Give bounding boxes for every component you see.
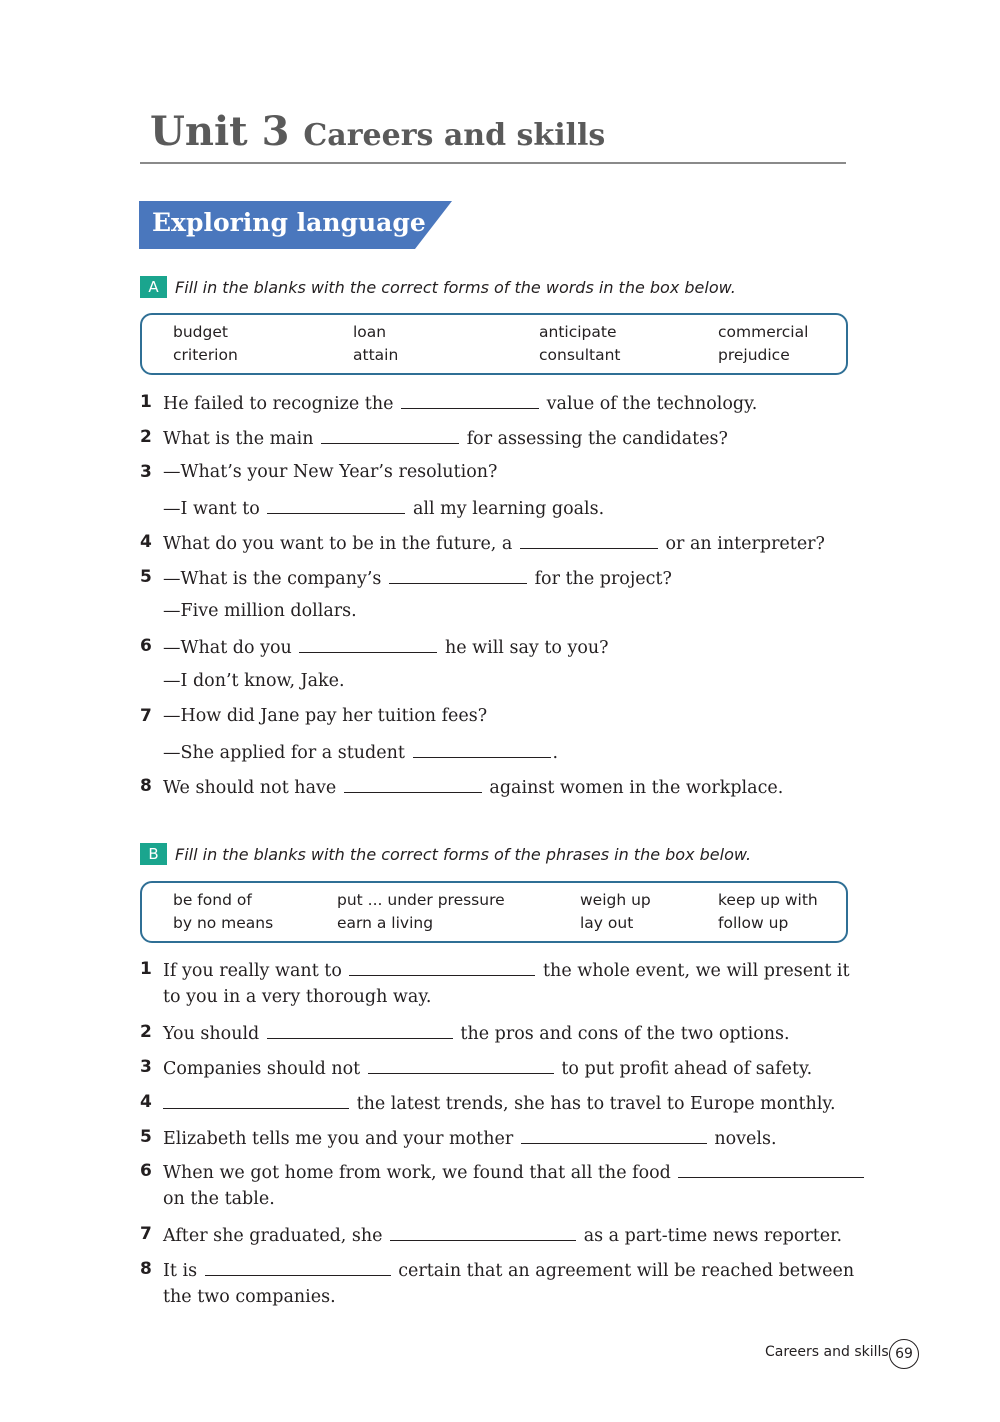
phrase: earn a living xyxy=(337,914,434,932)
answer-blank[interactable] xyxy=(267,1018,453,1039)
answer-blank[interactable] xyxy=(267,493,405,514)
answer-blank[interactable] xyxy=(520,528,658,549)
item-text: We should not have xyxy=(163,778,337,798)
exercise-a-instruction xyxy=(140,276,736,298)
item-text: . xyxy=(552,743,559,763)
phrase: follow up xyxy=(718,914,789,932)
section-title: Exploring language xyxy=(152,208,426,237)
item-text: —What is the company’s xyxy=(163,569,382,589)
item-number: 6 xyxy=(140,1161,152,1181)
item-text: on the table. xyxy=(163,1189,275,1209)
exercise-a-instruction-text: Fill in the blanks with the correct forms of the words in the box below. xyxy=(175,277,736,297)
item-text: to put profit ahead of safety. xyxy=(561,1059,813,1079)
phrase: weigh up xyxy=(580,891,651,909)
answer-blank[interactable] xyxy=(344,772,482,793)
word: budget xyxy=(173,323,228,341)
answer-blank[interactable] xyxy=(390,1220,576,1241)
answer-blank[interactable] xyxy=(401,388,539,409)
item-text: —What’s your New Year’s resolution? xyxy=(163,462,498,482)
phrase: keep up with xyxy=(718,891,818,909)
item-text: What is the main xyxy=(163,429,314,449)
item-text: the whole event, we will present it xyxy=(543,961,850,981)
word: consultant xyxy=(539,346,621,364)
phrase-box-b xyxy=(140,881,848,943)
item-number: 8 xyxy=(140,1259,152,1279)
item-text: he will say to you? xyxy=(444,638,609,658)
unit-name: Careers and skills xyxy=(303,118,606,153)
item-text: If you really want to xyxy=(163,961,342,981)
answer-blank[interactable] xyxy=(368,1053,554,1074)
item-number: 4 xyxy=(140,1092,152,1112)
item-text: certain that an agreement will be reached between xyxy=(398,1261,855,1281)
item-number: 7 xyxy=(140,1224,152,1244)
item-text: the pros and cons of the two options. xyxy=(460,1024,790,1044)
item-text: or an interpreter? xyxy=(665,534,825,554)
item-text: You should xyxy=(163,1024,260,1044)
phrase: put ... under pressure xyxy=(337,891,505,909)
word: commercial xyxy=(718,323,809,341)
answer-blank[interactable] xyxy=(349,955,535,976)
unit-number: Unit 3 xyxy=(150,108,290,155)
item-text: —How did Jane pay her tuition fees? xyxy=(163,706,488,726)
answer-blank[interactable] xyxy=(521,1123,707,1144)
item-text: Elizabeth tells me you and your mother xyxy=(163,1129,514,1149)
item-number: 1 xyxy=(140,959,152,979)
item-text: the two companies. xyxy=(163,1287,336,1307)
item-number: 2 xyxy=(140,1022,152,1042)
exercise-a-badge: A xyxy=(140,276,167,298)
item-number: 5 xyxy=(140,1127,152,1147)
item-text: to you in a very thorough way. xyxy=(163,987,432,1007)
answer-blank[interactable] xyxy=(678,1157,864,1178)
exercise-b-badge: B xyxy=(140,843,167,865)
item-number: 7 xyxy=(140,706,152,726)
answer-blank[interactable] xyxy=(299,632,437,653)
item-number: 3 xyxy=(140,462,152,482)
word-box-a xyxy=(140,313,848,375)
item-number: 5 xyxy=(140,567,152,587)
word: attain xyxy=(353,346,399,364)
unit-title xyxy=(150,108,605,155)
exercise-b-instruction-text: Fill in the blanks with the correct forms of the phrases in the box below. xyxy=(175,844,752,864)
item-text: against women in the workplace. xyxy=(489,778,784,798)
item-text: all my learning goals. xyxy=(412,499,605,519)
item-text: He failed to recognize the xyxy=(163,394,394,414)
phrase: by no means xyxy=(173,914,274,932)
item-text: —I don’t know, Jake. xyxy=(163,671,345,691)
item-text: It is xyxy=(163,1261,198,1281)
item-number: 2 xyxy=(140,427,152,447)
phrase: be fond of xyxy=(173,891,252,909)
item-number: 1 xyxy=(140,392,152,412)
answer-blank[interactable] xyxy=(413,737,551,758)
answer-blank[interactable] xyxy=(321,423,459,444)
item-text: value of the technology. xyxy=(546,394,758,414)
item-text: When we got home from work, we found that all the food xyxy=(163,1163,671,1183)
section-banner xyxy=(139,201,452,249)
item-number: 8 xyxy=(140,776,152,796)
item-text: for the project? xyxy=(534,569,672,589)
answer-blank[interactable] xyxy=(163,1088,349,1109)
item-text: novels. xyxy=(714,1129,777,1149)
exercise-b-instruction xyxy=(140,843,751,865)
word: prejudice xyxy=(718,346,790,364)
item-text: as a part-time news reporter. xyxy=(583,1226,843,1246)
item-number: 6 xyxy=(140,636,152,656)
item-text: for assessing the candidates? xyxy=(466,429,728,449)
item-number: 3 xyxy=(140,1057,152,1077)
item-text: —I want to xyxy=(163,499,260,519)
item-text: —What do you xyxy=(163,638,292,658)
item-text: the latest trends, she has to travel to Europe monthly. xyxy=(356,1094,836,1114)
title-divider xyxy=(140,162,846,164)
phrase: lay out xyxy=(580,914,634,932)
answer-blank[interactable] xyxy=(205,1255,391,1276)
word: anticipate xyxy=(539,323,617,341)
item-text: What do you want to be in the future, a xyxy=(163,534,513,554)
page-number: 69 xyxy=(889,1339,919,1369)
word: loan xyxy=(353,323,387,341)
footer-section-name: Careers and skills xyxy=(765,1344,889,1360)
answer-blank[interactable] xyxy=(389,563,527,584)
item-text: Companies should not xyxy=(163,1059,361,1079)
item-text: —Five million dollars. xyxy=(163,601,357,621)
word: criterion xyxy=(173,346,238,364)
item-number: 4 xyxy=(140,532,152,552)
item-text: After she graduated, she xyxy=(163,1226,383,1246)
item-text: —She applied for a student xyxy=(163,743,405,763)
